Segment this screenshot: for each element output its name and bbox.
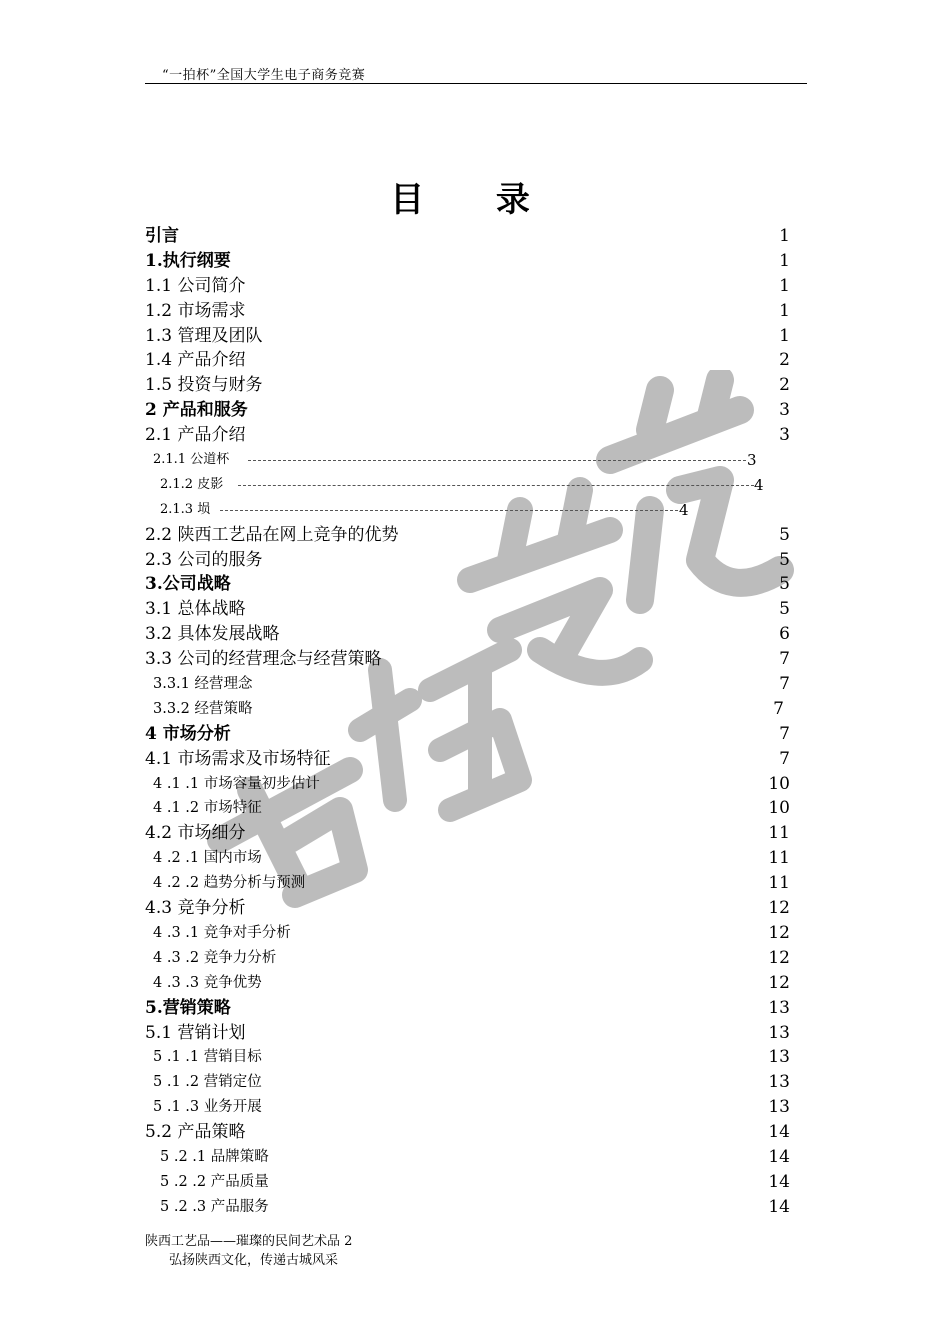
toc-entry[interactable] bbox=[0, 647, 950, 672]
toc-entry-page: 7 bbox=[779, 723, 790, 744]
toc-entry[interactable] bbox=[0, 224, 950, 249]
toc-entry-label: 1.1 公司简介 bbox=[145, 275, 246, 296]
toc-entry-label: 5 .1 .1 营销目标 bbox=[153, 1049, 262, 1066]
toc-entry[interactable] bbox=[0, 672, 950, 697]
toc-entry[interactable] bbox=[0, 548, 950, 573]
toc-entry-page: 11 bbox=[768, 848, 790, 869]
toc-entry[interactable] bbox=[0, 348, 950, 373]
toc-entry-page: 1 bbox=[779, 300, 790, 321]
toc-entry[interactable] bbox=[0, 324, 950, 349]
toc-entry[interactable] bbox=[0, 622, 950, 647]
toc-entry-page: 10 bbox=[768, 773, 790, 794]
toc-entry[interactable] bbox=[0, 896, 950, 921]
toc-entry-label: 2 产品和服务 bbox=[145, 400, 248, 421]
toc-entry[interactable] bbox=[0, 448, 950, 473]
page-title: 目 录 bbox=[390, 180, 560, 220]
toc-entry-page: 3 bbox=[747, 451, 757, 470]
footer-line-2: 弘扬陕西文化，传递古城风采 bbox=[169, 1253, 339, 1268]
toc-entry[interactable] bbox=[0, 1120, 950, 1145]
toc-entry-label: 2.2 陕西工艺品在网上竞争的优势 bbox=[145, 524, 399, 545]
toc-entry-page: 5 bbox=[779, 599, 790, 620]
toc-entry[interactable] bbox=[0, 772, 950, 797]
toc-entry-page: 1 bbox=[779, 250, 790, 271]
toc-entry[interactable] bbox=[0, 846, 950, 871]
toc-entry-label: 1.2 市场需求 bbox=[145, 300, 246, 321]
toc-entry-label: 2.1.1 公道杯 bbox=[153, 452, 230, 468]
toc-entry-page: 1 bbox=[779, 275, 790, 296]
toc-entry-label: 4 市场分析 bbox=[145, 723, 231, 744]
toc-entry-page: 12 bbox=[768, 922, 790, 943]
table-of-contents bbox=[0, 224, 950, 1220]
toc-entry-page: 1 bbox=[779, 226, 790, 246]
toc-entry[interactable] bbox=[0, 498, 950, 523]
toc-entry-page: 11 bbox=[768, 823, 790, 844]
toc-entry[interactable] bbox=[0, 1045, 950, 1070]
toc-entry[interactable] bbox=[0, 572, 950, 597]
toc-entry-page: 13 bbox=[768, 997, 790, 1018]
toc-entry-page: 2 bbox=[779, 350, 790, 371]
toc-entry-page: 14 bbox=[768, 1196, 790, 1217]
toc-entry[interactable] bbox=[0, 722, 950, 747]
toc-entry-page: 2 bbox=[779, 375, 790, 396]
toc-entry-label: 1.执行纲要 bbox=[145, 250, 231, 271]
toc-entry-label: 3.2 具体发展战略 bbox=[145, 624, 280, 645]
toc-entry-label: 引言 bbox=[145, 226, 179, 246]
toc-entry-label: 4.3 竞争分析 bbox=[145, 898, 246, 919]
page-footer bbox=[145, 1232, 352, 1270]
toc-entry-label: 3.3 公司的经营理念与经营策略 bbox=[145, 649, 382, 670]
toc-entry-label: 5 .2 .1 品牌策略 bbox=[160, 1148, 269, 1165]
toc-entry[interactable] bbox=[0, 523, 950, 548]
toc-entry-label: 5.2 产品策略 bbox=[145, 1122, 246, 1143]
toc-entry[interactable] bbox=[0, 946, 950, 971]
toc-entry[interactable] bbox=[0, 473, 950, 498]
toc-entry[interactable] bbox=[0, 423, 950, 448]
toc-entry[interactable] bbox=[0, 996, 950, 1021]
toc-entry-page: 4 bbox=[754, 475, 764, 494]
toc-entry-page: 10 bbox=[768, 798, 790, 819]
toc-entry-page: 7 bbox=[773, 698, 784, 719]
toc-entry-label: 1.4 产品介绍 bbox=[145, 350, 246, 371]
toc-entry-label: 1.5 投资与财务 bbox=[145, 375, 263, 396]
toc-entry-page: 13 bbox=[768, 1097, 790, 1118]
toc-entry-label: 2.3 公司的服务 bbox=[145, 549, 263, 570]
toc-entry-page: 3 bbox=[779, 425, 790, 446]
toc-entry-page: 12 bbox=[768, 898, 790, 919]
toc-entry-label: 3.1 总体战略 bbox=[145, 599, 246, 620]
toc-entry[interactable] bbox=[0, 796, 950, 821]
header-title: “一拍杯”全国大学生电子商务竞赛 bbox=[162, 68, 366, 83]
toc-entry-label: 3.3.1 经营理念 bbox=[153, 676, 253, 693]
footer-line-1: 陕西工艺品——璀璨的民间艺术品 2 bbox=[145, 1234, 353, 1249]
toc-entry-page: 13 bbox=[768, 1047, 790, 1068]
toc-entry-label: 3.公司战略 bbox=[145, 574, 231, 595]
toc-entry-page: 13 bbox=[768, 1072, 790, 1093]
toc-entry-label: 5 .2 .2 产品质量 bbox=[160, 1173, 269, 1190]
toc-entry-label: 4 .1 .2 市场特征 bbox=[153, 800, 262, 817]
toc-entry[interactable] bbox=[0, 821, 950, 846]
toc-entry[interactable] bbox=[0, 1095, 950, 1120]
toc-entry-page: 11 bbox=[768, 873, 790, 894]
toc-entry[interactable] bbox=[0, 249, 950, 274]
toc-entry-page: 3 bbox=[779, 400, 790, 421]
toc-entry-page: 7 bbox=[779, 649, 790, 670]
toc-entry-label: 2.1.2 皮影 bbox=[160, 476, 224, 492]
toc-entry[interactable] bbox=[0, 274, 950, 299]
toc-entry-page: 14 bbox=[768, 1146, 790, 1167]
toc-entry-label: 4 .2 .2 趋势分析与预测 bbox=[153, 875, 306, 892]
toc-entry-page: 1 bbox=[779, 325, 790, 346]
toc-entry-page: 12 bbox=[768, 947, 790, 968]
toc-entry-label: 5 .1 .2 营销定位 bbox=[153, 1074, 262, 1091]
toc-entry-label: 4 .2 .1 国内市场 bbox=[153, 850, 262, 867]
toc-entry[interactable] bbox=[0, 299, 950, 324]
toc-entry[interactable] bbox=[0, 1170, 950, 1195]
toc-entry-page: 12 bbox=[768, 972, 790, 993]
toc-entry-label: 2.1.3 埙 bbox=[160, 501, 211, 517]
toc-entry[interactable] bbox=[0, 1021, 950, 1046]
toc-leader bbox=[238, 485, 754, 486]
toc-entry[interactable] bbox=[0, 747, 950, 772]
toc-entry-page: 13 bbox=[768, 1022, 790, 1043]
toc-entry[interactable] bbox=[0, 871, 950, 896]
toc-entry-label: 4 .3 .1 竞争对手分析 bbox=[153, 924, 291, 941]
toc-entry-page: 7 bbox=[779, 748, 790, 769]
toc-entry[interactable] bbox=[0, 1195, 950, 1220]
toc-entry-label: 5 .1 .3 业务开展 bbox=[153, 1099, 262, 1116]
toc-entry[interactable] bbox=[0, 398, 950, 423]
toc-entry-page: 4 bbox=[679, 500, 689, 519]
toc-entry-label: 4.1 市场需求及市场特征 bbox=[145, 748, 331, 769]
toc-entry-label: 2.1 产品介绍 bbox=[145, 425, 246, 446]
toc-entry[interactable] bbox=[0, 697, 950, 722]
toc-entry-page: 6 bbox=[779, 624, 790, 645]
toc-entry[interactable] bbox=[0, 373, 950, 398]
toc-entry-label: 5 .2 .3 产品服务 bbox=[160, 1198, 269, 1215]
toc-entry-page: 14 bbox=[768, 1122, 790, 1143]
toc-entry-page: 14 bbox=[768, 1171, 790, 1192]
toc-leader bbox=[248, 460, 746, 461]
toc-entry-label: 3.3.2 经营策略 bbox=[153, 700, 253, 717]
toc-entry-label: 1.3 管理及团队 bbox=[145, 325, 263, 346]
toc-entry-label: 5.营销策略 bbox=[145, 997, 231, 1018]
toc-entry-label: 4 .3 .2 竞争力分析 bbox=[153, 949, 277, 966]
toc-leader bbox=[220, 510, 678, 511]
toc-entry-label: 5.1 营销计划 bbox=[145, 1022, 246, 1043]
toc-entry[interactable] bbox=[0, 597, 950, 622]
toc-entry-page: 7 bbox=[779, 674, 790, 695]
toc-entry-label: 4 .1 .1 市场容量初步估计 bbox=[153, 775, 320, 792]
toc-entry[interactable] bbox=[0, 1070, 950, 1095]
toc-entry[interactable] bbox=[0, 1145, 950, 1170]
toc-entry-label: 4 .3 .3 竞争优势 bbox=[153, 974, 262, 991]
toc-entry-page: 5 bbox=[779, 574, 790, 595]
toc-entry[interactable] bbox=[0, 971, 950, 996]
toc-entry[interactable] bbox=[0, 921, 950, 946]
toc-entry-label: 4.2 市场细分 bbox=[145, 823, 246, 844]
toc-entry-page: 5 bbox=[779, 524, 790, 545]
toc-entry-page: 5 bbox=[779, 549, 790, 570]
header-rule bbox=[145, 83, 807, 84]
